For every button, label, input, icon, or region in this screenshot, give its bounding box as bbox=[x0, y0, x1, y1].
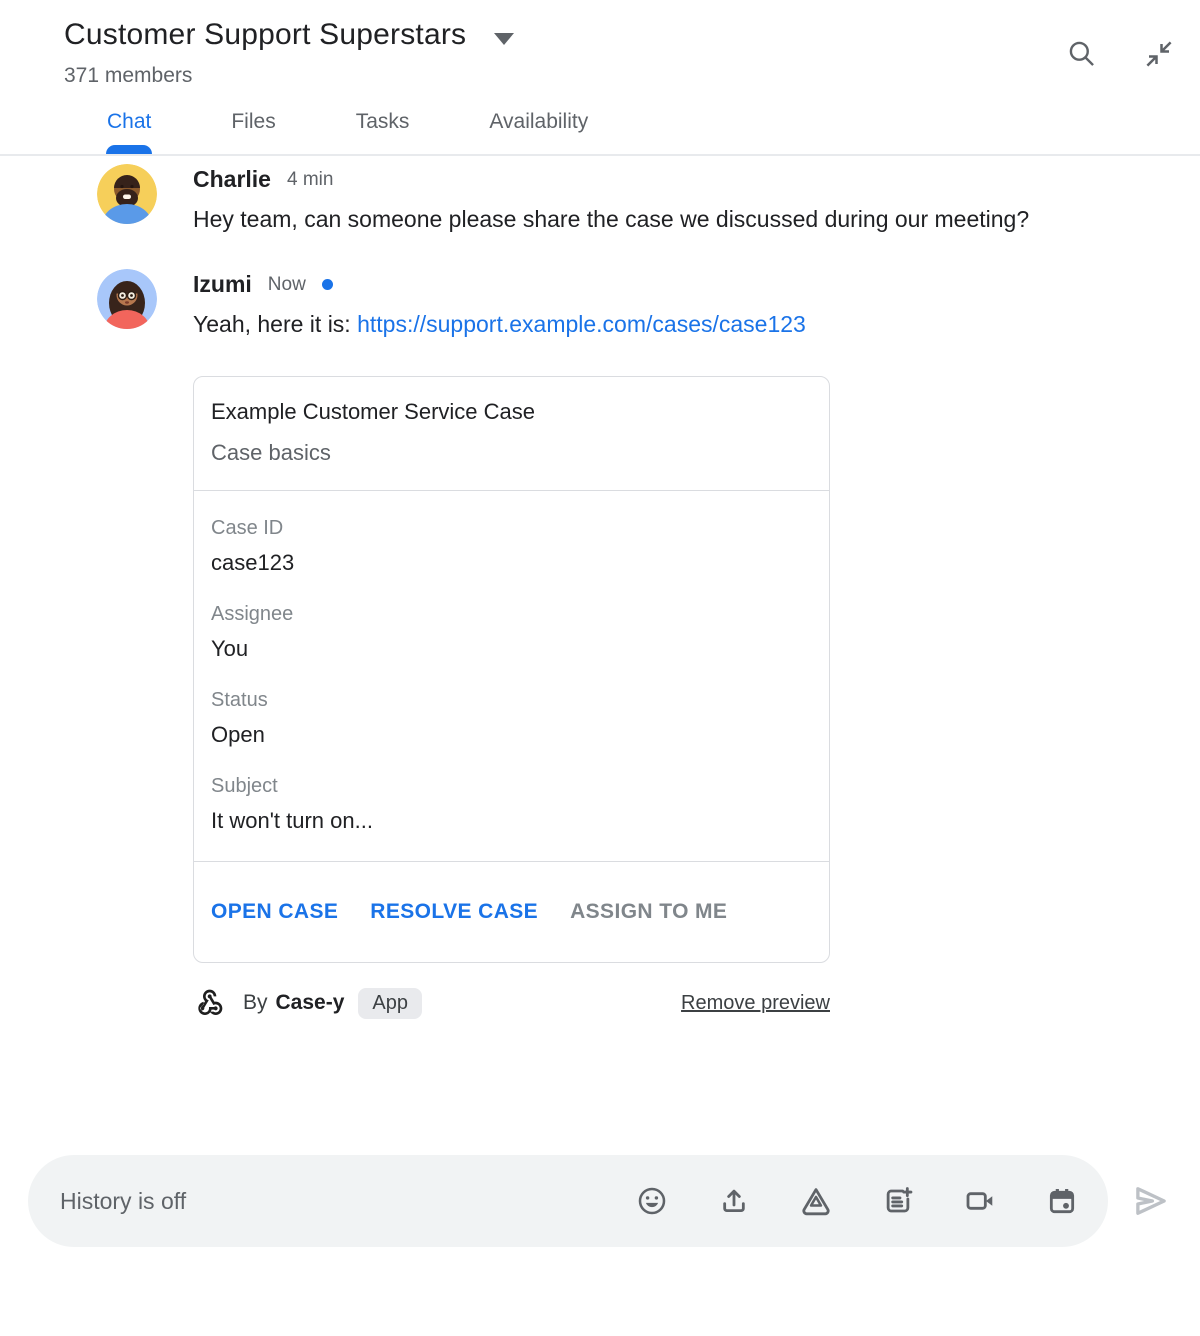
field-value: case123 bbox=[211, 550, 295, 575]
message-charlie bbox=[97, 164, 1200, 239]
remove-preview-link[interactable]: Remove preview bbox=[681, 991, 830, 1014]
field-value: Open bbox=[211, 722, 265, 747]
message-text: Hey team, can someone please share the case we discussed during our meeting? bbox=[193, 206, 1030, 232]
assign-to-me-button[interactable]: ASSIGN TO ME bbox=[570, 900, 728, 923]
calendar-icon bbox=[1046, 1185, 1078, 1217]
sender-name[interactable]: Charlie bbox=[193, 166, 271, 192]
card-header bbox=[194, 377, 829, 490]
webhook-icon bbox=[193, 987, 225, 1019]
calendar-button[interactable] bbox=[1046, 1185, 1078, 1217]
header-actions bbox=[1066, 38, 1174, 70]
field-assignee bbox=[211, 603, 812, 662]
field-value: You bbox=[211, 636, 249, 661]
card-fields bbox=[194, 491, 829, 834]
card-actions bbox=[194, 862, 829, 962]
message-head bbox=[193, 164, 1200, 193]
collapse-button[interactable] bbox=[1144, 38, 1174, 70]
search-button[interactable] bbox=[1066, 38, 1098, 70]
video-call-icon bbox=[964, 1185, 996, 1217]
collapse-icon bbox=[1144, 39, 1174, 69]
avatar-charlie[interactable] bbox=[97, 164, 157, 224]
message-text bbox=[193, 304, 1083, 344]
message-izumi bbox=[97, 269, 1200, 1019]
message-head bbox=[193, 269, 1200, 298]
case-link[interactable]: https://support.example.com/cases/case123 bbox=[357, 311, 806, 337]
field-status bbox=[211, 689, 812, 748]
tab-availability[interactable]: Availability bbox=[489, 110, 589, 133]
attribution-by-label: By bbox=[243, 991, 268, 1014]
card-subtitle: Case basics bbox=[211, 440, 331, 465]
send-icon bbox=[1130, 1180, 1172, 1222]
drive-icon bbox=[800, 1185, 832, 1217]
presence-dot bbox=[322, 279, 333, 290]
field-case-id bbox=[211, 517, 812, 576]
app-attribution bbox=[193, 987, 830, 1019]
room-menu-caret-icon[interactable] bbox=[494, 33, 514, 45]
message-text-prefix: Yeah, here it is: bbox=[193, 311, 358, 337]
sender-name[interactable]: Izumi bbox=[193, 271, 252, 297]
app-badge: App bbox=[358, 988, 422, 1019]
card-title: Example Customer Service Case bbox=[211, 399, 536, 424]
resolve-case-button[interactable]: RESOLVE CASE bbox=[370, 900, 539, 923]
room-title-row bbox=[64, 18, 1200, 52]
search-icon bbox=[1066, 38, 1098, 70]
timestamp: Now bbox=[267, 273, 306, 295]
attribution-app-name: Case-y bbox=[275, 991, 345, 1014]
emoji-icon bbox=[636, 1185, 668, 1217]
tab-chat[interactable]: Chat bbox=[107, 110, 151, 154]
composer-icons bbox=[636, 1185, 1078, 1217]
field-subject bbox=[211, 775, 812, 834]
case-preview-card bbox=[193, 376, 830, 963]
drive-button[interactable] bbox=[800, 1185, 832, 1217]
room-title: Customer Support Superstars bbox=[64, 18, 467, 51]
meeting-notes-icon bbox=[882, 1185, 914, 1217]
izumi-avatar-image bbox=[97, 269, 157, 329]
avatar-izumi[interactable] bbox=[97, 269, 157, 329]
open-case-button[interactable]: OPEN CASE bbox=[211, 900, 339, 923]
member-count: 371 members bbox=[64, 64, 193, 87]
field-value: It won't turn on... bbox=[211, 808, 373, 833]
composer-row bbox=[28, 1155, 1172, 1247]
emoji-button[interactable] bbox=[636, 1185, 668, 1217]
charlie-avatar-image bbox=[97, 164, 157, 224]
field-label: Subject bbox=[211, 775, 278, 797]
tab-tasks[interactable]: Tasks bbox=[355, 110, 410, 133]
upload-icon bbox=[718, 1185, 750, 1217]
meeting-notes-button[interactable] bbox=[882, 1185, 914, 1217]
field-label: Assignee bbox=[211, 603, 294, 625]
timestamp: 4 min bbox=[286, 168, 334, 190]
message-body bbox=[193, 269, 1200, 1019]
message-body bbox=[193, 164, 1200, 239]
tab-files[interactable]: Files bbox=[231, 110, 276, 133]
field-label: Case ID bbox=[211, 517, 284, 539]
tab-bar bbox=[0, 110, 1200, 156]
composer[interactable] bbox=[28, 1155, 1108, 1247]
field-label: Status bbox=[211, 689, 268, 711]
message-input[interactable] bbox=[60, 1188, 636, 1215]
send-button[interactable] bbox=[1130, 1180, 1172, 1222]
video-call-button[interactable] bbox=[964, 1185, 996, 1217]
message-list bbox=[0, 156, 1200, 1019]
upload-button[interactable] bbox=[718, 1185, 750, 1217]
room-header bbox=[0, 0, 1200, 88]
